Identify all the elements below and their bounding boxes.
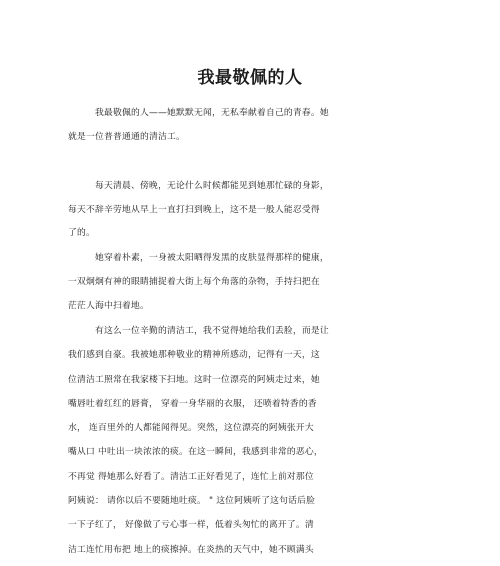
text-line: 每天清晨、傍晚，无论什么时候都能见到她那忙碌的身影， (95, 181, 329, 191)
text-line: 一下子红了， 好像做了亏心事一样，低着头匆忙的离开了。清 (68, 520, 314, 530)
text-line: 有这么一位辛勤的清洁工，我不觉得她给我们丢脸，而是让 (95, 326, 329, 336)
text-line: 每天不辞辛劳地从早上一直打扫到晚上，这不是一般人能忍受得 (68, 205, 320, 215)
text-line: 不再觉 得她那么好看了。清洁工正好看见了，连忙上前对那位 (68, 472, 314, 482)
text-line: 就是一位普普通通的清洁工。 (68, 132, 185, 142)
text-line: 了的。 (68, 228, 95, 238)
text-line: 我最敬佩的人——她默默无闻，无私奉献着自己的青春。她 (95, 108, 329, 118)
text-line: 位清洁工照常在我家楼下扫地。这时一位漂亮的阿姨走过来，她 (68, 375, 320, 385)
text-line: 茫茫人海中扫着地。 (68, 301, 149, 311)
document-title: 我最敬佩的人 (197, 68, 303, 88)
text-line: 阿姨说： 请你以后不要随地吐痰。 " 这位阿姨听了这句话后脸 (68, 496, 316, 506)
text-line: 洁工连忙用布把 地上的痰擦掉。在炎热的天气中，她不顾满头 (68, 545, 314, 555)
text-line: 嘴从口 中吐出一块浓浓的痰。在这一瞬间，我感到非常的恶心， (68, 447, 323, 457)
text-line: 嘴唇吐着红红的唇膏， 穿着一身华丽的衣服， 还喷着特香的香 (68, 399, 317, 409)
text-line: 她穿着朴素，一身被太阳晒得发黑的皮肤显得那样的健康， (95, 253, 329, 263)
text-line: 水， 连百里外的人都能闻得见。突然，这位漂亮的阿姨张开大 (68, 423, 314, 433)
text-line: 一双炯炯有神的眼睛捕捉着大街上每个角落的杂物，手持扫把在 (68, 277, 320, 287)
text-line: 我们感到自豪。我被她那种敬业的精神所感动，记得有一天，这 (68, 350, 320, 360)
